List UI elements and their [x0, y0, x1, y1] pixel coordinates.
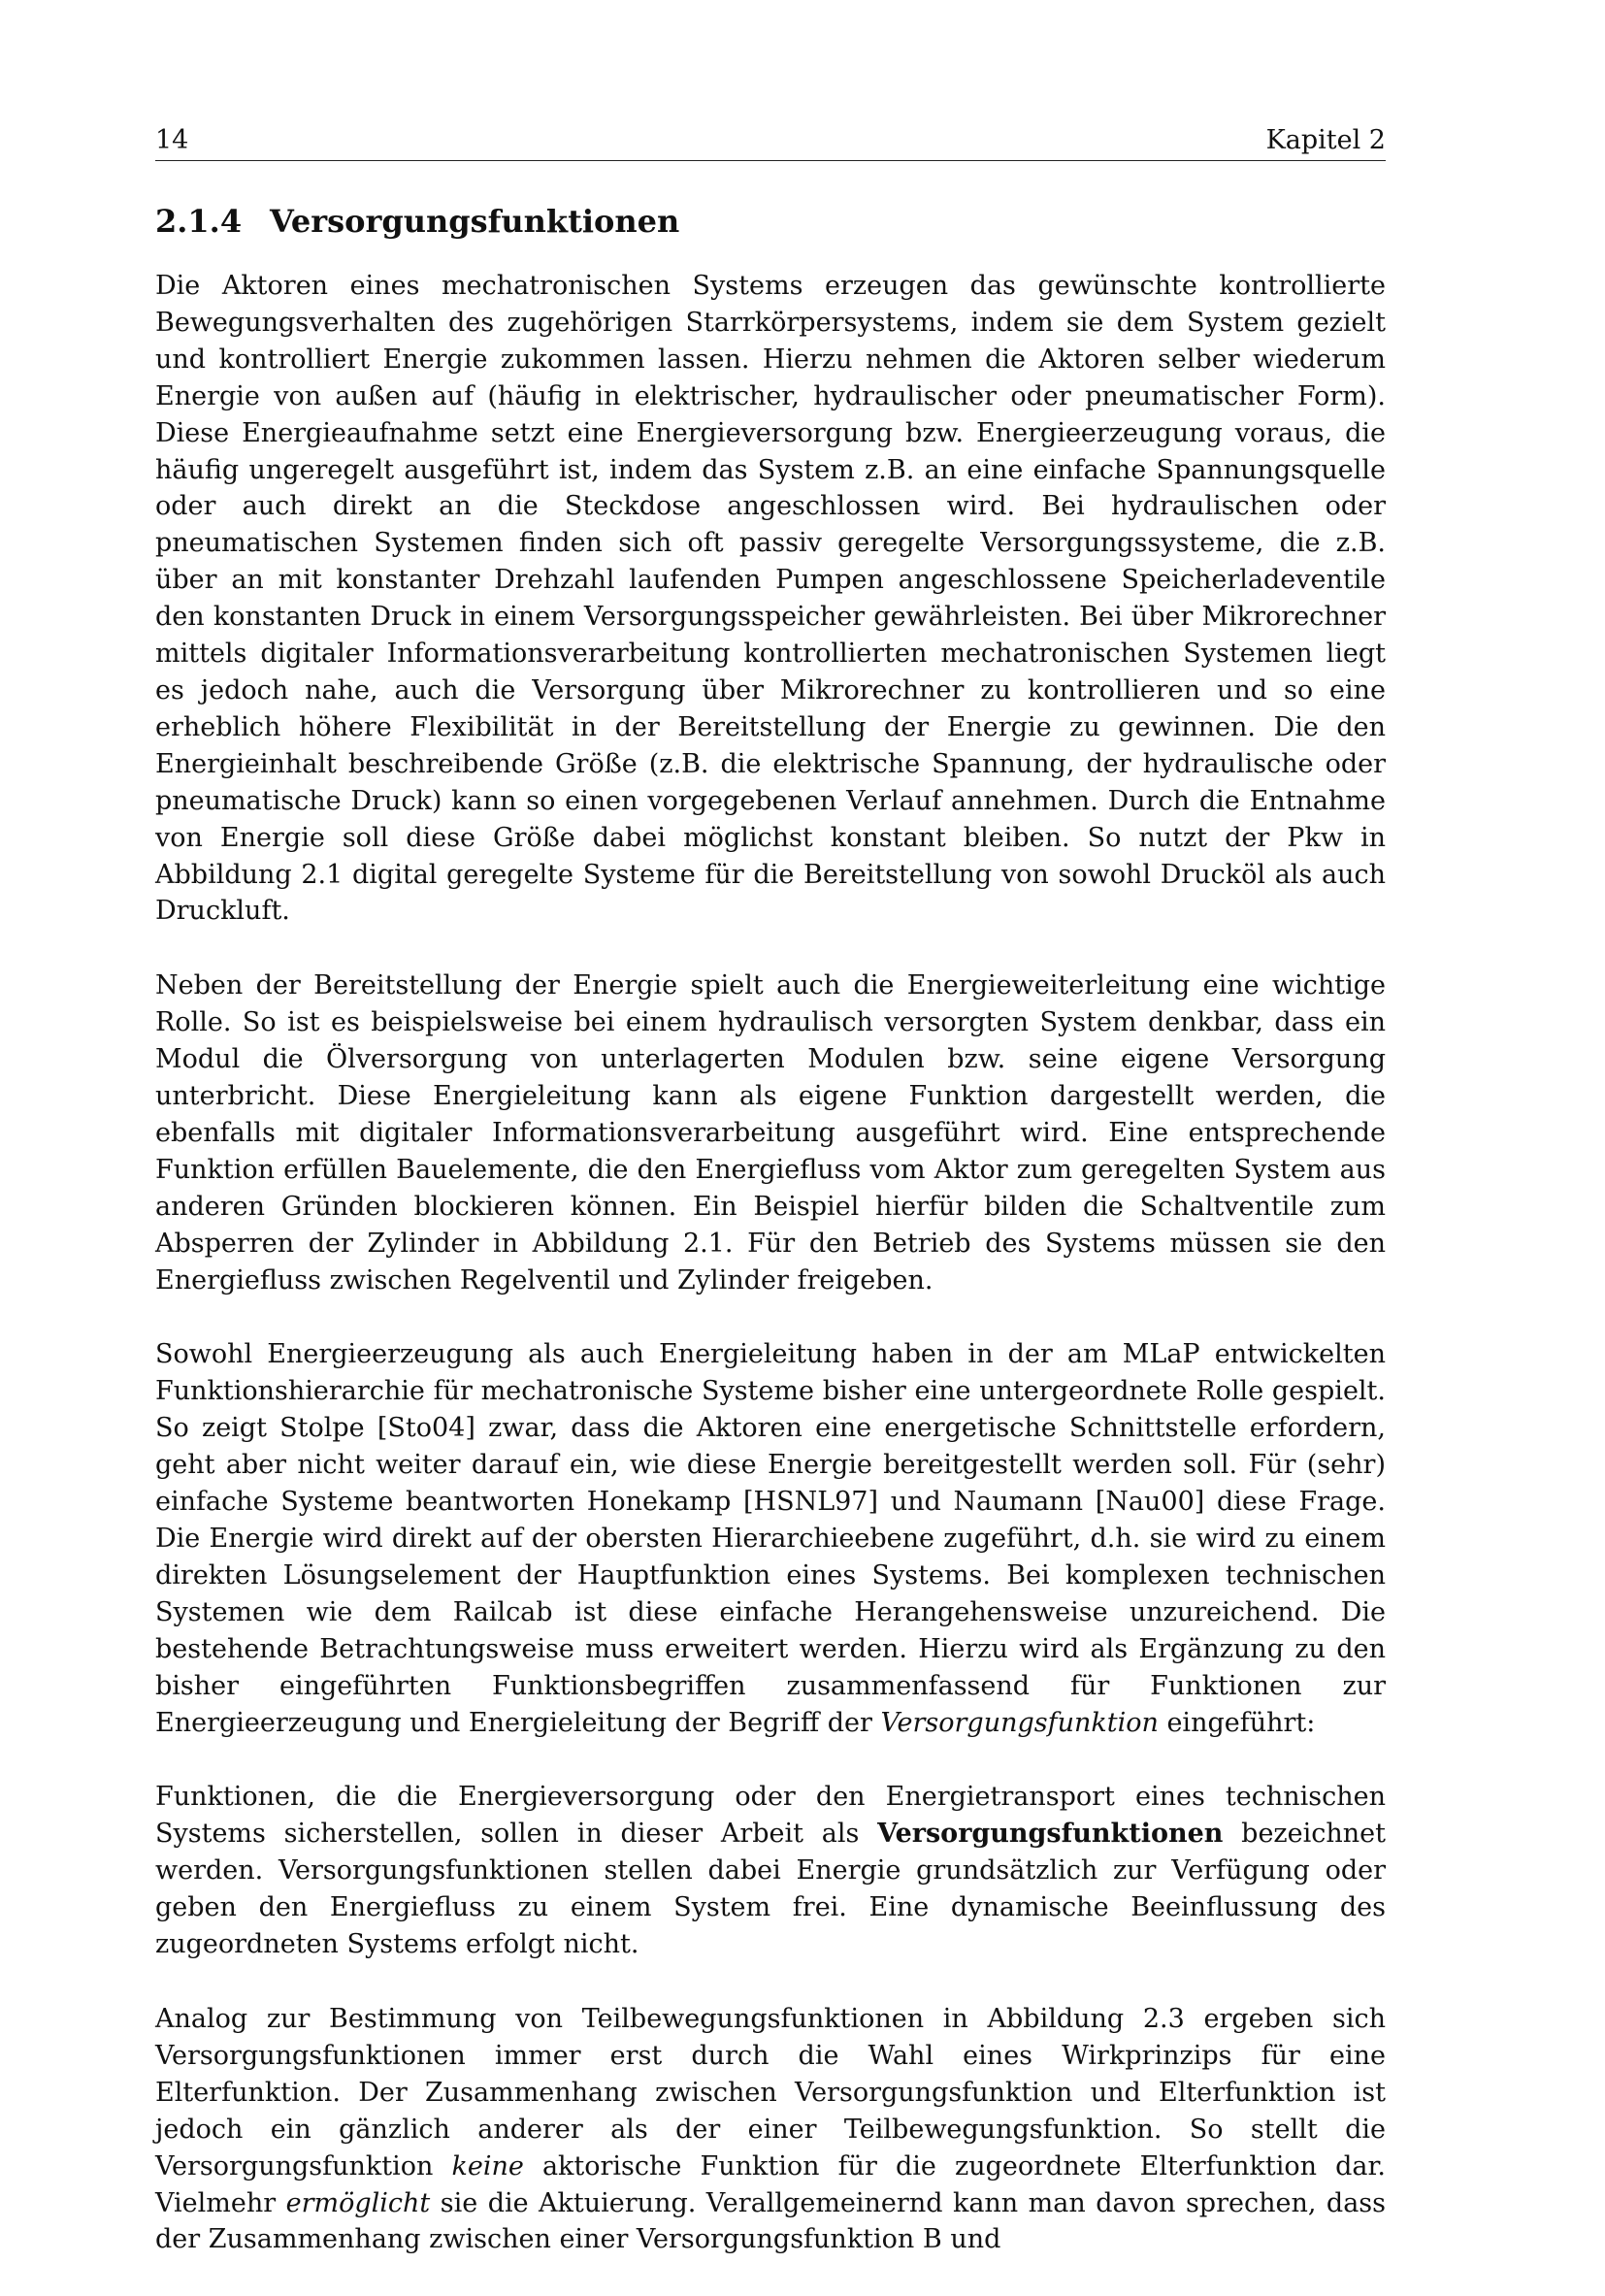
paragraph-5-start: Analog zur Bestimmung von Teilbewegungsfunktionen in Abbildung 2.3 ergeben sich Versorgungsfunktionen immer erst durch die Wahl eines Wirkprinzips für eine Elterfunktion. Der Zusammenhang zwischen Versorgungsfunktion und Elterfunktion ist jedoch ein gänzlich anderer als der einer Teilbewegungsfunktion. So stellt die Versorgungsfunktion	[155, 2003, 1386, 2181]
section-title: Versorgungsfunktionen	[270, 203, 680, 240]
emphasis-ermoeglicht: ermöglicht	[285, 2187, 431, 2218]
section-number: 2.1.4	[155, 203, 243, 240]
section-heading	[155, 202, 1386, 241]
term-versorgungsfunktion: Versorgungsfunktion	[880, 1707, 1159, 1738]
body-text	[155, 268, 1386, 2258]
paragraph-5-mid: aktorische Funktion für die zugeordnete Elterfunktion dar. Vielmehr	[155, 2150, 1386, 2218]
paragraph-2: Neben der Bereitstellung der Energie spielt auch die Energieweiterleitung eine wichtige Rolle. So ist es beispielsweise bei einem hydraulisch versorgten System denkbar, dass ein Modul die Ölversorgung von unterlagerten Modulen bzw. seine eigene Versorgung unterbricht. Diese Energieleitung kann als eigene Funktion dargestellt werden, die ebenfalls mit digitaler Informationsverarbeitung ausgeführt wird. Eine entsprechende Funktion erfüllen Bauelemente, die den Energiefluss vom Aktor zum geregelten System aus anderen Gründen blockieren können. Ein Beispiel hierfür bilden die Schaltventile zum Absperren der Zylinder in Abbildung 2.1. Für den Betrieb des Systems müssen sie den Energiefluss zwischen Regelventil und Zylinder freigeben.	[155, 970, 1386, 1296]
paragraph-5	[155, 2001, 1386, 2258]
paragraph-5-end: sie die Aktuierung. Verallgemeinernd kann man davon sprechen, dass der Zusammenhang zwischen einer Versorgungsfunktion B und	[155, 2187, 1386, 2255]
definition-start: Funktionen, die die Energieversorgung oder den Energietransport eines technischen Systems sicherstellen, sollen in dieser Arbeit als	[155, 1782, 1386, 1850]
paragraph-3	[155, 1336, 1386, 1741]
document-page	[155, 124, 1386, 2296]
paragraph-3-end: eingeführt:	[1158, 1707, 1316, 1738]
paragraph-3-text: Sowohl Energieerzeugung als auch Energieleitung haben in der am MLaP entwickelten Funktionshierarchie für mechatronische Systeme bisher eine untergeordnete Rolle gespielt. So zeigt Stolpe [Sto04] zwar, dass die Aktoren eine energetische Schnittstelle erfordern, geht aber nicht weiter darauf ein, wie diese Energie bereitgestellt werden soll. Für (sehr) einfache Systeme beantworten Honekamp [HSNL97] und Naumann [Nau00] diese Frage. Die Energie wird direkt auf der obersten Hierarchieebene zugeführt, d.h. sie wird zu einem direkten Lösungselement der Hauptfunktion eines Systems. Bei komplexen technischen Systemen wie dem Railcab ist diese einfache Herangehensweise unzureichend. Die bestehende Betrachtungsweise muss erweitert werden. Hierzu wird als Ergänzung zu den bisher eingeführten Funktionsbegriffen zusammenfassend für Funktionen zur Energieerzeugung und Energieleitung der Begriff der	[155, 1339, 1386, 1738]
chapter-label: Kapitel 2	[1265, 125, 1386, 155]
definition-end: bezeichnet werden. Versorgungsfunktionen stellen dabei Energie grundsätzlich zur Verfügung oder geben den Energiefluss zu einem System frei. Eine dynamische Beeinflussung des zugeordneten Systems erfolgt nicht.	[155, 1819, 1386, 1960]
definition-paragraph	[155, 1779, 1386, 1963]
paragraph-1: Die Aktoren eines mechatronischen Systems erzeugen das gewünschte kontrollierte Bewegungsverhalten des zugehörigen Starrkörpersystems, indem sie dem System gezielt und kontrolliert Energie zukommen lassen. Hierzu nehmen die Aktoren selber wiederum Energie von außen auf (häufig in elektrischer, hydraulischer oder pneumatischer Form). Diese Energieaufnahme setzt eine Energieversorgung bzw. Energieerzeugung voraus, die häufig ungeregelt ausgeführt ist, indem das System z.B. an eine einfache Spannungsquelle oder auch direkt an die Steckdose angeschlossen wird. Bei hydraulischen oder pneumatischen Systemen finden sich oft passiv geregelte Versorgungssysteme, die z.B. über an mit konstanter Drehzahl laufenden Pumpen angeschlossene Speicherladeventile den konstanten Druck in einem Versorgungsspeicher gewährleisten. Bei über Mikrorechner mittels digitaler Informationsverarbeitung kontrollierten mechatronischen Systemen liegt es jedoch nahe, auch die Versorgung über Mikrorechner zu kontrollieren und so eine erheblich höhere Flexibilität in der Bereitstellung der Energie zu gewinnen. Die den Energieinhalt beschreibende Größe (z.B. die elektrische Spannung, der hydraulische oder pneumatische Druck) kann so einen vorgegebenen Verlauf annehmen. Durch die Entnahme von Energie soll diese Größe dabei möglichst konstant bleiben. So nutzt der Pkw in Abbildung 2.1 digital geregelte Systeme für die Bereitstellung von sowohl Drucköl als auch Druckluft.	[155, 271, 1386, 927]
running-header	[155, 124, 1386, 161]
emphasis-keine: keine	[451, 2150, 524, 2181]
defined-term: Versorgungsfunktionen	[877, 1819, 1224, 1850]
page-number: 14	[155, 125, 189, 155]
